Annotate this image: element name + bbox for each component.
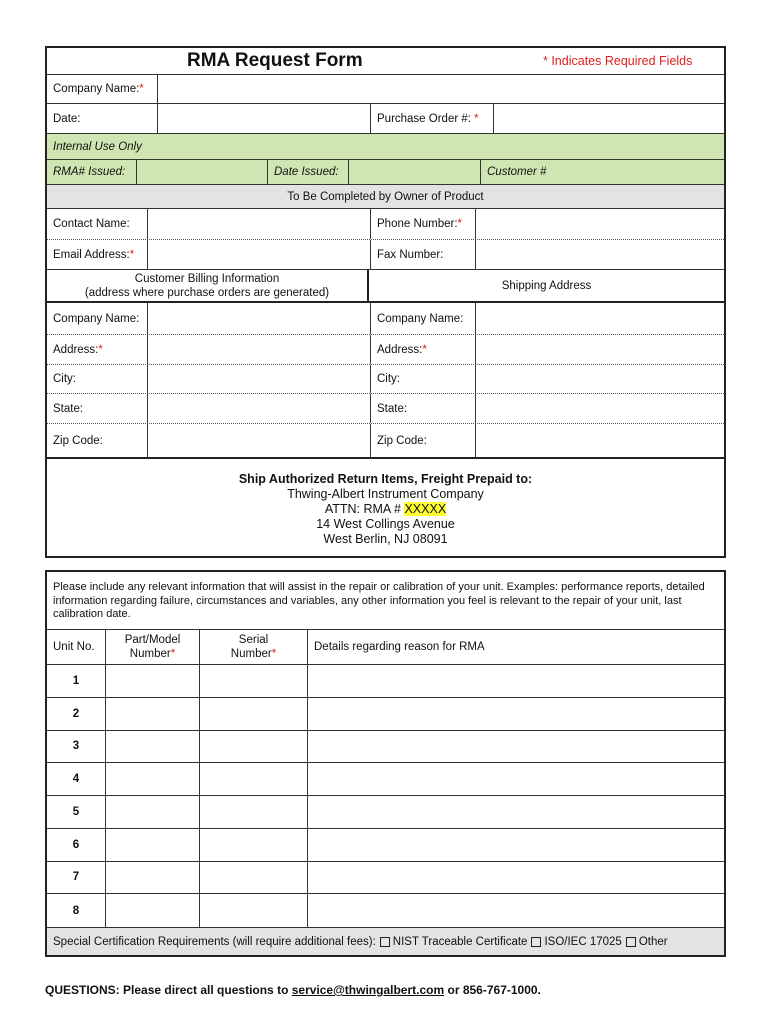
billing-info-title bbox=[47, 270, 367, 301]
table-row bbox=[47, 862, 724, 895]
phone-number-input[interactable] bbox=[476, 209, 724, 239]
details-input[interactable] bbox=[308, 731, 724, 763]
certification-row bbox=[47, 927, 724, 955]
serial-number-input[interactable] bbox=[200, 698, 307, 730]
shipping-address-input[interactable] bbox=[476, 335, 724, 364]
unit-number-header: Unit No. bbox=[53, 641, 95, 653]
address-row-company bbox=[47, 303, 724, 335]
details-input[interactable] bbox=[308, 829, 724, 861]
table-row bbox=[47, 763, 724, 796]
rma-details-section bbox=[45, 570, 726, 957]
serial-number-input[interactable] bbox=[200, 862, 307, 894]
phone-number-label: Phone Number: * bbox=[377, 218, 463, 230]
shipping-city-input[interactable] bbox=[476, 365, 724, 393]
rma-number-placeholder: XXXXX bbox=[404, 502, 447, 516]
customer-number-label: Customer # bbox=[487, 166, 547, 178]
table-row bbox=[47, 731, 724, 764]
instructions-row bbox=[47, 572, 724, 630]
unit-number-cell: 1 bbox=[72, 674, 80, 687]
billing-shipping-header bbox=[47, 270, 724, 303]
serial-number-header: Serial Number* bbox=[230, 634, 277, 660]
table-row bbox=[47, 665, 724, 698]
shipping-zip-label: Zip Code: bbox=[377, 434, 427, 447]
ship-to-heading: Ship Authorized Return Items, Freight Prepaid to: bbox=[238, 472, 533, 486]
contact-phone-row bbox=[47, 209, 724, 240]
billing-state-label: State: bbox=[53, 402, 84, 415]
fax-number-input[interactable] bbox=[476, 240, 724, 269]
internal-use-header bbox=[47, 134, 724, 160]
internal-use-title: Internal Use Only bbox=[53, 140, 142, 153]
shipping-address-label: Address: * bbox=[377, 343, 427, 356]
shipping-company-input[interactable] bbox=[476, 303, 724, 334]
owner-section-title: To Be Completed by Owner of Product bbox=[287, 190, 484, 203]
company-name-label: Company Name: * bbox=[53, 83, 144, 95]
certification-text bbox=[47, 928, 724, 955]
shipping-state-label: State: bbox=[377, 402, 408, 415]
iso-checkbox[interactable] bbox=[531, 937, 541, 947]
part-model-input[interactable] bbox=[106, 796, 199, 828]
email-address-input[interactable] bbox=[148, 240, 370, 269]
ship-to-attn: ATTN: RMA # XXXXX bbox=[324, 502, 447, 516]
table-row bbox=[47, 698, 724, 731]
billing-info-subtitle: (address where purchase orders are generated) bbox=[84, 286, 330, 299]
unit-number-cell: 4 bbox=[72, 773, 80, 786]
part-model-input[interactable] bbox=[106, 731, 199, 763]
date-issued-input[interactable] bbox=[349, 160, 480, 184]
unit-number-cell: 3 bbox=[72, 740, 80, 753]
ship-to-city: West Berlin, NJ 08091 bbox=[323, 532, 448, 546]
owner-section-header bbox=[47, 185, 724, 209]
contact-name-input[interactable] bbox=[148, 209, 370, 239]
details-input[interactable] bbox=[308, 862, 724, 894]
billing-company-input[interactable] bbox=[148, 303, 370, 334]
unit-table-body bbox=[47, 665, 724, 927]
unit-number-cell: 2 bbox=[72, 707, 80, 720]
serial-number-input[interactable] bbox=[200, 763, 307, 795]
date-label: Date: bbox=[53, 112, 81, 125]
other-option-label: Other bbox=[638, 935, 668, 948]
company-name-row bbox=[47, 75, 724, 104]
date-input[interactable] bbox=[158, 104, 370, 133]
billing-zip-input[interactable] bbox=[148, 424, 370, 457]
part-model-input[interactable] bbox=[106, 894, 199, 927]
purchase-order-input[interactable] bbox=[494, 104, 724, 133]
address-row-zip bbox=[47, 424, 724, 459]
serial-number-input[interactable] bbox=[200, 894, 307, 927]
rma-issued-input[interactable] bbox=[137, 160, 267, 184]
nist-checkbox[interactable] bbox=[380, 937, 390, 947]
ship-to-block bbox=[47, 459, 724, 556]
other-checkbox[interactable] bbox=[626, 937, 636, 947]
shipping-state-input[interactable] bbox=[476, 394, 724, 423]
unit-number-cell: 5 bbox=[72, 805, 80, 818]
table-row bbox=[47, 796, 724, 829]
billing-city-input[interactable] bbox=[148, 365, 370, 393]
nist-option-label: NIST Traceable Certificate bbox=[392, 935, 528, 948]
email-address-label: Email Address: * bbox=[53, 248, 135, 261]
billing-address-label: Address: * bbox=[53, 343, 103, 356]
ship-to-street: 14 West Collings Avenue bbox=[316, 517, 455, 531]
rma-form-top-section bbox=[45, 46, 726, 558]
billing-company-label: Company Name: bbox=[53, 312, 140, 325]
details-input[interactable] bbox=[308, 894, 724, 927]
unit-table-header bbox=[47, 630, 724, 665]
table-row bbox=[47, 829, 724, 862]
ship-to-company: Thwing-Albert Instrument Company bbox=[287, 487, 484, 501]
billing-info-heading: Customer Billing Information bbox=[134, 272, 280, 285]
email-fax-row bbox=[47, 240, 724, 270]
billing-zip-label: Zip Code: bbox=[53, 434, 103, 447]
details-input[interactable] bbox=[308, 796, 724, 828]
part-model-input[interactable] bbox=[106, 665, 199, 697]
company-name-input[interactable] bbox=[158, 75, 724, 103]
date-po-row bbox=[47, 104, 724, 134]
questions-footer: QUESTIONS: Please direct all questions to service@thwingalbert.com or 856-767-1000. bbox=[45, 983, 541, 997]
billing-state-input[interactable] bbox=[148, 394, 370, 423]
address-row-state bbox=[47, 394, 724, 424]
serial-number-input[interactable] bbox=[200, 796, 307, 828]
part-model-input[interactable] bbox=[106, 862, 199, 894]
internal-use-row bbox=[47, 160, 724, 185]
serial-number-input[interactable] bbox=[200, 829, 307, 861]
instructions-text: Please include any relevant information that will assist in the repair or calibration of your unit. Examples: performance reports, detailed information regarding failure, circumstances and variables, any other information you feel is relevant to the repair of your unit, last calibration date. bbox=[53, 581, 705, 620]
address-row-address bbox=[47, 335, 724, 365]
shipping-zip-input[interactable] bbox=[476, 424, 724, 457]
part-model-input[interactable] bbox=[106, 829, 199, 861]
contact-name-label: Contact Name: bbox=[53, 218, 130, 230]
table-row bbox=[47, 894, 724, 927]
title-row bbox=[47, 48, 724, 75]
unit-number-cell: 6 bbox=[72, 838, 80, 851]
part-model-header: Part/Model Number* bbox=[124, 634, 181, 660]
unit-number-cell: 7 bbox=[72, 871, 80, 884]
address-row-city bbox=[47, 365, 724, 394]
billing-city-label: City: bbox=[53, 373, 76, 385]
details-input[interactable] bbox=[308, 763, 724, 795]
serial-number-input[interactable] bbox=[200, 665, 307, 697]
details-input[interactable] bbox=[308, 665, 724, 697]
unit-number-cell: 8 bbox=[72, 904, 80, 917]
page-title: RMA Request Form bbox=[187, 50, 363, 71]
part-model-input[interactable] bbox=[106, 698, 199, 730]
shipping-company-label: Company Name: bbox=[377, 312, 464, 325]
details-header: Details regarding reason for RMA bbox=[314, 641, 485, 653]
required-fields-note: * Indicates Required Fields bbox=[543, 54, 693, 68]
shipping-address-title: Shipping Address bbox=[501, 279, 592, 292]
iso-option-label: ISO/IEC 17025 bbox=[544, 935, 622, 948]
shipping-city-label: City: bbox=[377, 373, 400, 385]
serial-number-input[interactable] bbox=[200, 731, 307, 763]
part-model-input[interactable] bbox=[106, 763, 199, 795]
purchase-order-label: Purchase Order #: * bbox=[377, 112, 479, 125]
certification-label: Special Certification Requirements (will require additional fees): bbox=[53, 935, 376, 948]
details-input[interactable] bbox=[308, 698, 724, 730]
service-email-link[interactable]: service@thwingalbert.com bbox=[291, 983, 445, 997]
billing-address-input[interactable] bbox=[148, 335, 370, 364]
date-issued-label: Date Issued: bbox=[274, 166, 339, 178]
rma-issued-label: RMA# Issued: bbox=[53, 166, 126, 178]
fax-number-label: Fax Number: bbox=[377, 248, 444, 261]
